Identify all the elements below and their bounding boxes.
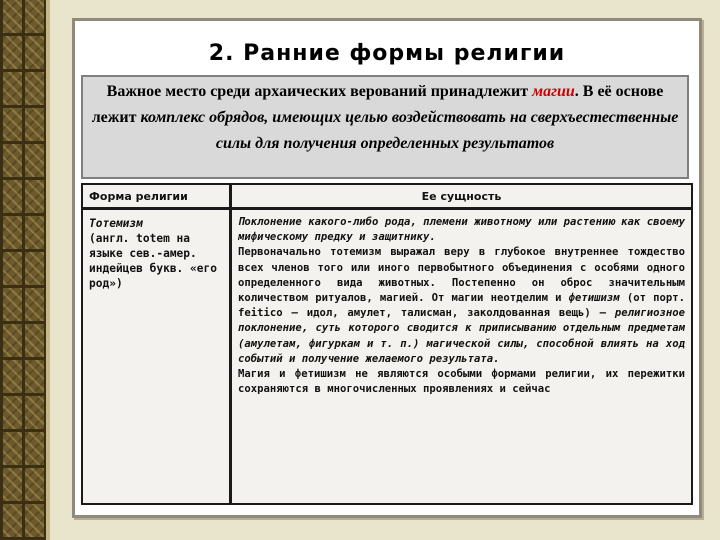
intro-highlight: магии: [532, 83, 575, 100]
intro-text-2: . В её основе лежит: [91, 83, 664, 126]
intro-text-1: Важное место среди архаических верований принадлежит: [106, 83, 533, 100]
table-cell-form: [83, 210, 229, 503]
definition-paragraph-1: Поклонение какого-либо рода, племени животному или растению как своему мифическому предку и защитнику.: [238, 216, 685, 244]
strip-border: [46, 0, 50, 540]
definition-italic: религиозное поклонение, суть которого сводится к приписыванию отдельным предметам (амулетам, фигуркам и т. п.) магической силы, способной влиять на ход событий и получение желаемого результата.: [238, 307, 685, 365]
table-cell-essence: [232, 210, 691, 503]
decorative-strip: [0, 0, 46, 540]
definition-text-a: Первоначально тотемизм выражал веру в глубокое внутреннее тождество всех членов того или иного первобытного объединения с особями одного определенного вида животных. Постепенно он оброс значительным количеством ритуалов, магией. От магии неотделим и: [238, 246, 685, 305]
header-form: Форма религии: [83, 185, 229, 207]
definition-text-b: (от порт. feitico — идол, амулет, талисман, заколдованная вещь) —: [238, 292, 686, 320]
intro-italic: комплекс обрядов, имеющих целью воздействовать на сверхъестественные силы для получения определенных результатов: [140, 109, 679, 152]
religion-table: [83, 185, 691, 503]
term-note: (англ. totem на языке сев.-амер. индейцев букв. «его род»): [89, 232, 217, 290]
definition-paragraph-2: [238, 245, 685, 367]
definition-paragraph-3: Магия и фетишизм не являются особыми формами религии, их пережитки сохраняются в многочисленных проявлениях и сейчас: [238, 368, 685, 396]
header-essence: Ее сущность: [232, 185, 691, 207]
slide-title: 2. Ранние формы религии: [208, 41, 566, 66]
religion-table-scan: [81, 183, 693, 505]
slide-panel: [72, 18, 702, 518]
term-totemism: Тотемизм: [89, 217, 143, 230]
intro-box: [81, 75, 689, 179]
term-fetishism: фетишизм: [568, 292, 620, 305]
